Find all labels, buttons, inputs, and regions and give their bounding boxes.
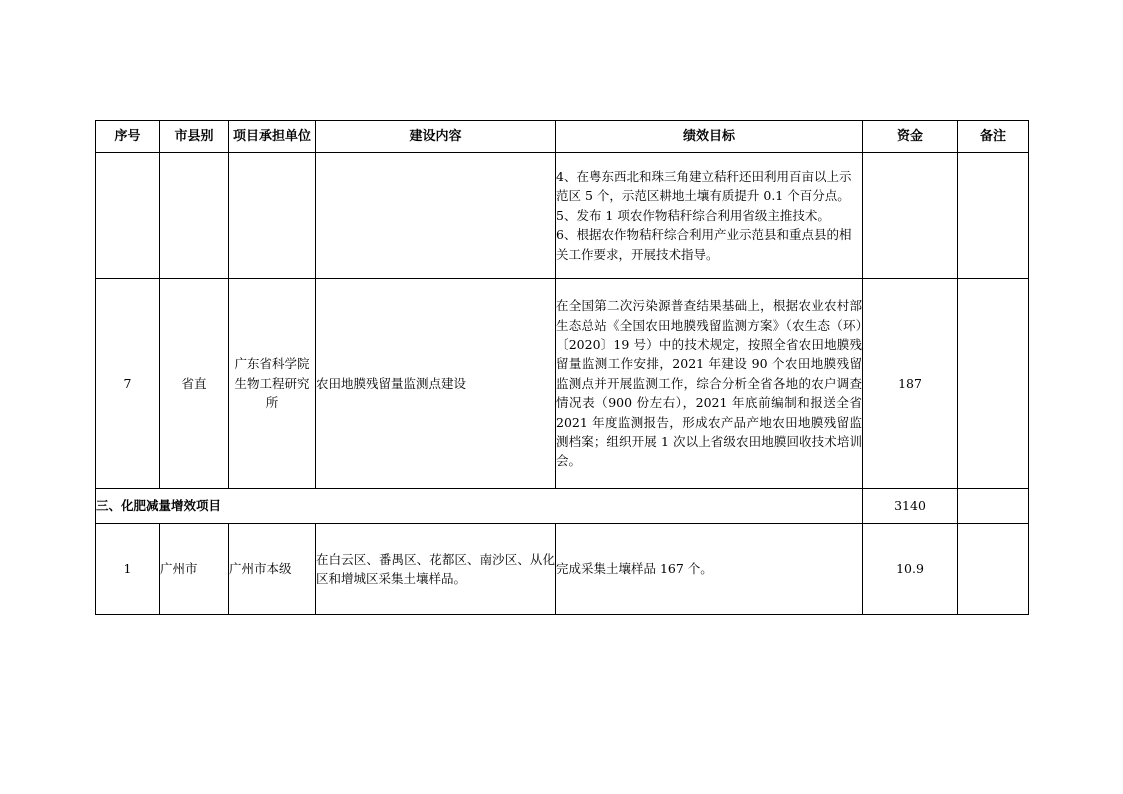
header-region: 市县别 <box>160 121 229 153</box>
funds-cell: 187 <box>863 279 958 489</box>
table-row <box>96 279 1029 489</box>
funds-cell: 10.9 <box>863 524 958 615</box>
note-cell <box>958 153 1029 279</box>
unit-cell: 广东省科学院生物工程研究所 <box>229 279 316 489</box>
table-row <box>96 153 1029 279</box>
goals-cell <box>556 153 863 279</box>
header-serial: 序号 <box>96 121 160 153</box>
unit-cell <box>229 153 316 279</box>
section-title: 三、化肥减量增效项目 <box>96 489 863 524</box>
content-cell <box>316 153 556 279</box>
unit-cell: 广州市本级 <box>229 524 316 615</box>
funds-cell <box>863 153 958 279</box>
header-unit: 项目承担单位 <box>229 121 316 153</box>
table-header-row <box>96 121 1029 153</box>
header-note: 备注 <box>958 121 1029 153</box>
content-cell: 农田地膜残留量监测点建设 <box>316 279 556 489</box>
goals-cell: 完成采集土壤样品 167 个。 <box>556 524 863 615</box>
section-row <box>96 489 1029 524</box>
header-funds: 资金 <box>863 121 958 153</box>
goal-line: 5、发布 1 项农作物秸秆综合利用省级主推技术。 <box>556 207 830 223</box>
project-table <box>95 120 1029 615</box>
note-cell <box>958 524 1029 615</box>
serial-cell <box>96 153 160 279</box>
region-cell: 省直 <box>160 279 229 489</box>
section-note <box>958 489 1029 524</box>
goals-cell: 在全国第二次污染源普查结果基础上，根据农业农村部生态总站《全国农田地膜残留监测方案》（农生态（环）〔2020〕19 号）中的技术规定，按照全省农田地膜残留量监测工作安排，2021 年建设 90 个农田地膜残留监测点并开展监测工作，综合分析全省各地的农户调查情况表（900 份左右），2021 年底前编制和报送全省 2021 年度监测报告，形成农产品产地农田地膜残留监测档案；组织开展 1 次以上省级农田地膜回收技术培训会。 <box>556 279 863 489</box>
region-cell: 广州市 <box>160 524 229 615</box>
goal-line: 6、根据农作物秸秆综合利用产业示范县和重点县的相关工作要求，开展技术指导。 <box>556 227 852 262</box>
serial-cell: 7 <box>96 279 160 489</box>
note-cell <box>958 279 1029 489</box>
serial-cell: 1 <box>96 524 160 615</box>
table-row <box>96 524 1029 615</box>
section-funds: 3140 <box>863 489 958 524</box>
content-cell: 在白云区、番禺区、花都区、南沙区、从化区和增城区采集土壤样品。 <box>316 524 556 615</box>
header-content: 建设内容 <box>316 121 556 153</box>
header-goals: 绩效目标 <box>556 121 863 153</box>
goal-line: 4、在粤东西北和珠三角建立秸秆还田利用百亩以上示范区 5 个，示范区耕地土壤有质提升 0.1 个百分点。 <box>556 168 852 204</box>
region-cell <box>160 153 229 279</box>
